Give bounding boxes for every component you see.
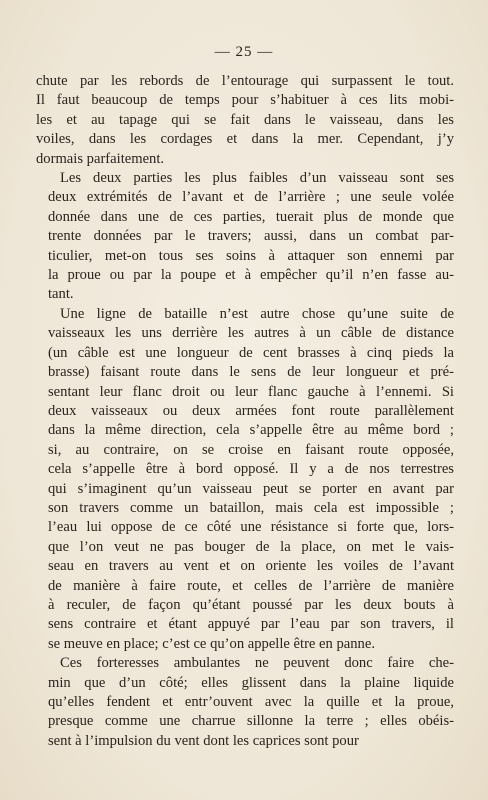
text-line: qu’elles fendent et entr’ouvent avec la quille et la proue, <box>48 694 454 710</box>
text-line: se meuve en place; c’est ce qu’on appelle être en panne. <box>48 635 375 652</box>
text-line: sens contraire et étant appuyé par l’eau par son travers, il <box>48 616 454 633</box>
text-line: seau en travers au vent et on oriente les voiles de l’avant <box>48 558 454 575</box>
text-line: dormais parfaitement. <box>36 150 165 167</box>
text-line: chute par les rebords de l’entourage qui surpassent le tout. <box>36 73 454 89</box>
text-line: voiles, dans les cordages et dans la mer. Cependant, j’y <box>36 131 454 148</box>
text-line: de manière à faire route, et celles de l’arrière de manière <box>48 577 454 594</box>
text-line: cela s’appelle être à bord opposé. Il y a de nos terrestres <box>48 461 454 478</box>
text-line: dans la même direction, cela s’appelle être au même bord ; <box>48 422 454 439</box>
text-line: trente données par le travers; aussi, dans un combat par- <box>48 228 454 245</box>
text-line: tant. <box>48 286 74 303</box>
text-line: si, au contraire, on se croise en faisant route opposée, <box>48 441 454 458</box>
text-line: deux extrémités de l’avant et de l’arrière ; une seule volée <box>48 189 454 206</box>
paragraph <box>36 305 454 654</box>
text-line: à reculer, de façon qu’étant poussé par les deux bouts à <box>48 596 454 613</box>
text-line: qui s’imaginent qu’un vaisseau peut se porter en avant par <box>48 480 454 497</box>
text-line: son travers comme un bataillon, mais cela est impossible ; <box>48 499 454 516</box>
text-line: donnée dans une de ces parties, tuerait plus de monde que <box>48 208 454 225</box>
text-line: Les deux parties les plus faibles d’un vaisseau sont ses <box>60 170 454 187</box>
text-line: vaisseaux les uns derrière les autres à un câble de distance <box>48 325 454 342</box>
text-line: les et au tapage qui se fait dans le vaisseau, dans les <box>36 111 454 128</box>
text-line: Il faut beaucoup de temps pour s’habituer à ces lits mobi- <box>36 92 454 109</box>
text-line: ticulier, met-on tous ses soins à attaquer son ennemi par <box>48 247 454 264</box>
paragraph <box>36 654 454 751</box>
page-number: — 25 — <box>214 44 274 60</box>
text-line: brasse) faisant route dans le sens de leur longueur et pré- <box>48 364 454 381</box>
paragraph <box>36 169 454 305</box>
paragraph <box>36 72 454 169</box>
text-line: sentant leur flanc droit ou leur flanc gauche à l’ennemi. Si <box>48 383 454 400</box>
text-line: Ces forteresses ambulantes ne peuvent donc faire che- <box>60 655 454 672</box>
text-line: (un câble est une longueur de cent brasses à cinq pieds la <box>48 344 454 361</box>
text-line: deux vaisseaux ou deux armées font route parallèlement <box>48 402 454 419</box>
text-line: Une ligne de bataille n’est autre chose qu’une suite de <box>60 305 454 322</box>
body-text <box>36 72 454 751</box>
text-line: l’eau lui oppose de ce côté une résistance si forte que, lors- <box>48 519 454 536</box>
text-line: presque comme une charrue sillonne la terre ; elles obéis- <box>48 713 454 730</box>
text-line: sent à l’impulsion du vent dont les caprices sont pour <box>48 732 359 749</box>
text-line: min que d’un côté; elles glissent dans la plaine liquide <box>48 674 454 691</box>
text-line: la proue ou par la poupe et à empêcher qu’il n’en fasse au- <box>48 267 454 284</box>
text-line: que l’on veut ne pas bouger de la place, on met le vais- <box>48 538 454 555</box>
